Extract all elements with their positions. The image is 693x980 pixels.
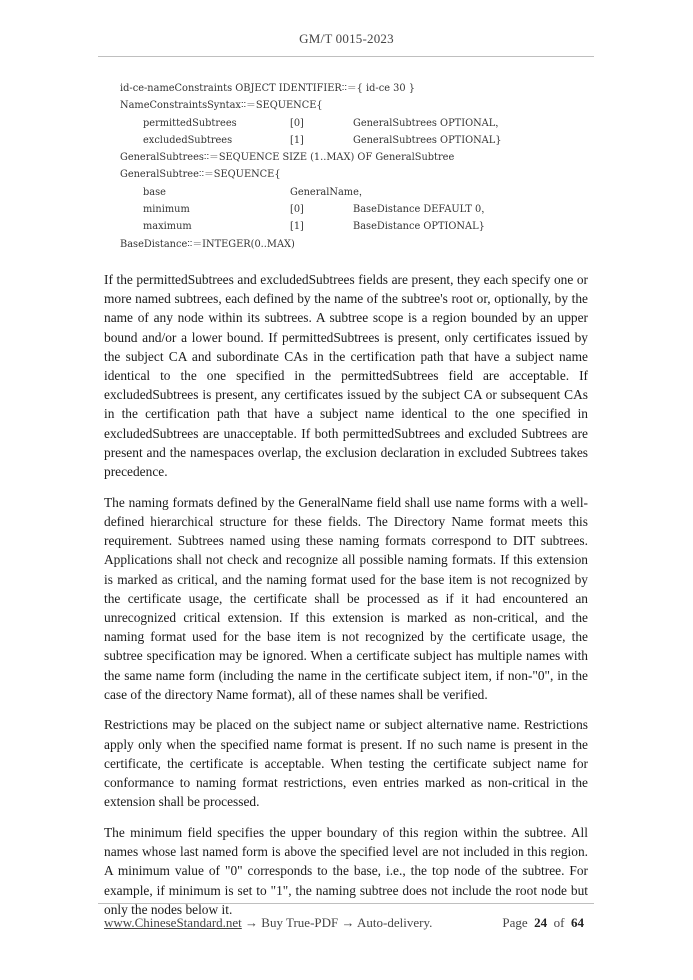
standard-code: GM/T 0015-2023 [299, 31, 394, 46]
asn1-definition-block [120, 80, 590, 253]
code-line [120, 115, 590, 132]
code-field: permittedSubtrees [143, 117, 237, 129]
paragraph: If the permittedSubtrees and excludedSubtrees fields are present, they each specify one or more named subtrees, each defined by the name of the subtree's root or, optionally, by the name of any node within its subtrees. A subtree scope is a region bounded by an upper bound and/or a lower bound. If permittedSubtrees is present, only certificates issued by the subject CA and subordinate CAs in the certification path that have a subject name identical to the one specified in the permittedSubtrees field are acceptable. If excludedSubtrees is present, any certificates issued by the subject CA or subsequent CAs in the certification path that have a subject name identical to the one specified in excludedSubtrees are unacceptable. If both permittedSubtrees and excluded Subtrees are present and the namespaces overlap, the exclusion declaration in excluded Subtrees takes precedence. [104, 272, 588, 480]
code-line [120, 132, 590, 149]
footer-divider [98, 903, 594, 904]
paragraph: Restrictions may be placed on the subject name or subject alternative name. Restrictions apply only when the specified name format is present. If no such name is present in the certificate, the certificate is acceptable. When testing the certificate subject name for conformance to naming format restrictions, even entries marked as non-critical in the extension shall be processed. [104, 717, 588, 810]
code-type: BaseDistance OPTIONAL} [353, 221, 485, 233]
page-header [0, 31, 693, 47]
code-field: id-ce-nameConstraints OBJECT IDENTIFIER∶∶＝{ id-ce 30 } [120, 83, 415, 94]
code-tag: GeneralName， [290, 186, 369, 198]
code-line [120, 201, 590, 218]
arrow-icon: → [241, 915, 262, 930]
code-field: minimum [143, 204, 190, 216]
arrow-icon: → [338, 915, 358, 930]
site-link[interactable]: www.ChineseStandard.net [104, 915, 242, 930]
delivery-text: Auto-delivery. [357, 915, 433, 930]
code-tag: [1] [290, 221, 304, 233]
buy-text: Buy True-PDF [261, 915, 339, 930]
code-field: excludedSubtrees [143, 134, 233, 146]
page-label: Page [502, 915, 528, 930]
code-type: GeneralSubtrees OPTIONAL} [353, 134, 502, 146]
code-field: maximum [143, 221, 192, 233]
code-type: BaseDistance DEFAULT 0， [353, 204, 492, 216]
code-line [120, 97, 590, 114]
header-divider [98, 56, 594, 57]
code-line [120, 80, 590, 97]
code-tag: [0] [290, 204, 304, 216]
code-tag: [1] [290, 134, 304, 146]
of-label: of [553, 915, 565, 930]
footer-links [104, 915, 432, 931]
total-pages: 64 [571, 915, 584, 930]
code-type: GeneralSubtrees OPTIONAL， [353, 117, 506, 129]
code-line [120, 149, 590, 166]
paragraph: The naming formats defined by the GeneralName field shall use name forms with a well-defined hierarchical structure for these fields. The Directory Name format meets this requirement. Subtrees named using these naming formats correspond to DIT subtrees. Applications shall not check and recognize all possible naming formats. If this extension is marked as critical, and the naming format used for the base item is not recognized by the certificate usage, the certificate shall be processed as if it had encountered an unrecognized critical extension. If this extension is marked as non-critical, and the naming format used for the base item is not recognized by the certificate usage, the subtree specification may be ignored. When a certificate subject has multiple names with the same name form (including the name in the certificate subject item, if non-"0", in the case of the directory Name format), all of these names shall be verified. [104, 494, 588, 702]
paragraph: The minimum field specifies the upper boundary of this region within the subtree. All names whose last named form is above the specified level are not included in this region. A minimum value of "0" corresponds to the base, i.e., the top node of the subtree. For example, if minimum is set to "1", the naming subtree does not include the root node but only the nodes below it. [104, 824, 588, 917]
body-text [104, 270, 588, 931]
code-line [120, 218, 590, 235]
code-field: NameConstraintsSyntax∶∶＝SEQUENCE{ [120, 100, 323, 112]
code-line [120, 166, 590, 183]
code-field: BaseDistance∶∶＝INTEGER(0..MAX) [120, 238, 295, 250]
code-field: GeneralSubtree∶∶＝SEQUENCE{ [120, 169, 281, 181]
code-line [120, 236, 590, 253]
code-line [120, 184, 590, 201]
current-page: 24 [534, 915, 548, 930]
code-tag: [0] [290, 117, 304, 129]
code-field: base [143, 186, 166, 198]
page-number [502, 915, 584, 931]
code-field: GeneralSubtrees∶∶＝SEQUENCE SIZE (1..MAX) OF GeneralSubtree [120, 152, 455, 164]
